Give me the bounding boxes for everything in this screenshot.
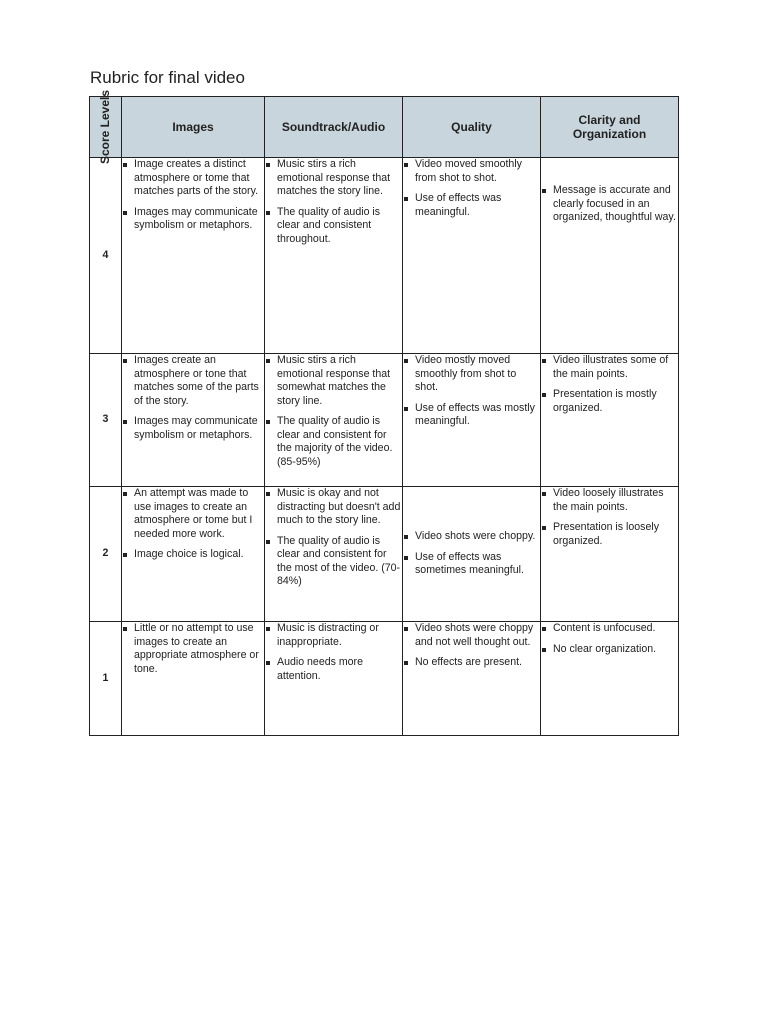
rubric-row-score-4 bbox=[90, 158, 679, 354]
list-item: Video moved smoothly from shot to shot. bbox=[403, 158, 540, 185]
bullet-icon bbox=[266, 420, 270, 424]
score-cell: 1 bbox=[90, 622, 122, 736]
list-item: The quality of audio is clear and consistent for the majority of the video. (85-95%) bbox=[265, 415, 402, 469]
cell-images bbox=[122, 158, 265, 354]
cell-quality bbox=[403, 622, 541, 736]
header-images: Images bbox=[122, 97, 265, 158]
bullet-icon bbox=[542, 648, 546, 652]
list-item: Use of effects was meaningful. bbox=[403, 192, 540, 219]
bullet-icon bbox=[404, 407, 408, 411]
cell-soundtrack-audio bbox=[265, 487, 403, 622]
list-item: The quality of audio is clear and consistent throughout. bbox=[265, 206, 402, 247]
list-item: Video shots were choppy and not well thought out. bbox=[403, 622, 540, 649]
list-item: Images create an atmosphere or tone that matches some of the parts of the story. bbox=[122, 354, 264, 408]
bullet-icon bbox=[542, 526, 546, 530]
bullet-icon bbox=[404, 627, 408, 631]
list-item: An attempt was made to use images to create an atmosphere or tome but I needed more work. bbox=[122, 487, 264, 541]
header-quality: Quality bbox=[403, 97, 541, 158]
bullet-icon bbox=[404, 661, 408, 665]
list-item: No clear organization. bbox=[541, 643, 678, 657]
list-item: Presentation is mostly organized. bbox=[541, 388, 678, 415]
list-item: Music is okay and not distracting but doesn't add much to the story line. bbox=[265, 487, 402, 528]
list-item: Image creates a distinct atmosphere or tome that matches parts of the story. bbox=[122, 158, 264, 199]
header-row bbox=[90, 97, 679, 158]
list-item: Music stirs a rich emotional response that matches the story line. bbox=[265, 158, 402, 199]
bullet-icon bbox=[266, 540, 270, 544]
list-item: Image choice is logical. bbox=[122, 548, 264, 562]
bullet-icon bbox=[123, 627, 127, 631]
bullet-icon bbox=[542, 492, 546, 496]
bullet-icon bbox=[542, 393, 546, 397]
list-item: Video shots were choppy. bbox=[403, 530, 540, 544]
cell-soundtrack-audio bbox=[265, 622, 403, 736]
list-item: Content is unfocused. bbox=[541, 622, 678, 636]
header-soundtrack-audio: Soundtrack/Audio bbox=[265, 97, 403, 158]
cell-quality bbox=[403, 354, 541, 487]
rubric-row-score-2 bbox=[90, 487, 679, 622]
bullet-icon bbox=[266, 211, 270, 215]
header-score-levels bbox=[90, 89, 122, 165]
bullet-icon bbox=[266, 492, 270, 496]
bullet-icon bbox=[404, 359, 408, 363]
bullet-icon bbox=[404, 163, 408, 167]
bullet-icon bbox=[542, 359, 546, 363]
cell-clarity-organization bbox=[541, 622, 679, 736]
cell-images bbox=[122, 487, 265, 622]
bullet-icon bbox=[266, 627, 270, 631]
list-item: No effects are present. bbox=[403, 656, 540, 670]
list-item: Audio needs more attention. bbox=[265, 656, 402, 683]
bullet-icon bbox=[123, 420, 127, 424]
list-item: Use of effects was mostly meaningful. bbox=[403, 402, 540, 429]
bullet-icon bbox=[123, 163, 127, 167]
cell-quality bbox=[403, 158, 541, 354]
list-item: Little or no attempt to use images to create an appropriate atmosphere or tone. bbox=[122, 622, 264, 676]
bullet-icon bbox=[266, 359, 270, 363]
bullet-icon bbox=[404, 197, 408, 201]
rubric-row-score-3 bbox=[90, 354, 679, 487]
list-item: Images may communicate symbolism or metaphors. bbox=[122, 206, 264, 233]
rubric-row-score-1 bbox=[90, 622, 679, 736]
cell-images bbox=[122, 622, 265, 736]
bullet-icon bbox=[266, 661, 270, 665]
cell-clarity-organization bbox=[541, 354, 679, 487]
list-item: Video illustrates some of the main points. bbox=[541, 354, 678, 381]
header-score-levels-label: Score Levels bbox=[98, 89, 112, 165]
list-item: Music is distracting or inappropriate. bbox=[265, 622, 402, 649]
list-item: Presentation is loosely organized. bbox=[541, 521, 678, 548]
header-clarity-organization: Clarity and Organization bbox=[541, 97, 679, 158]
list-item: Music stirs a rich emotional response that somewhat matches the story line. bbox=[265, 354, 402, 408]
cell-quality bbox=[403, 487, 541, 622]
bullet-icon bbox=[404, 556, 408, 560]
list-item: Video loosely illustrates the main points. bbox=[541, 487, 678, 514]
cell-clarity-organization bbox=[541, 487, 679, 622]
score-cell: 2 bbox=[90, 487, 122, 622]
list-item: Use of effects was sometimes meaningful. bbox=[403, 551, 540, 578]
bullet-icon bbox=[404, 535, 408, 539]
cell-clarity-organization bbox=[541, 158, 679, 354]
list-item: The quality of audio is clear and consistent for the most of the video. (70-84%) bbox=[265, 535, 402, 589]
rubric-table bbox=[89, 89, 679, 736]
page-title: Rubric for final video bbox=[90, 68, 245, 87]
bullet-icon bbox=[542, 627, 546, 631]
list-item: Video mostly moved smoothly from shot to shot. bbox=[403, 354, 540, 395]
bullet-icon bbox=[123, 553, 127, 557]
bullet-icon bbox=[266, 163, 270, 167]
list-item: Message is accurate and clearly focused in an organized, thoughtful way. bbox=[541, 184, 678, 225]
bullet-icon bbox=[542, 189, 546, 193]
list-item: Images may communicate symbolism or metaphors. bbox=[122, 415, 264, 442]
cell-soundtrack-audio bbox=[265, 158, 403, 354]
bullet-icon bbox=[123, 359, 127, 363]
score-cell: 3 bbox=[90, 354, 122, 487]
score-cell: 4 bbox=[90, 158, 122, 354]
bullet-icon bbox=[123, 492, 127, 496]
bullet-icon bbox=[123, 211, 127, 215]
cell-soundtrack-audio bbox=[265, 354, 403, 487]
cell-images bbox=[122, 354, 265, 487]
